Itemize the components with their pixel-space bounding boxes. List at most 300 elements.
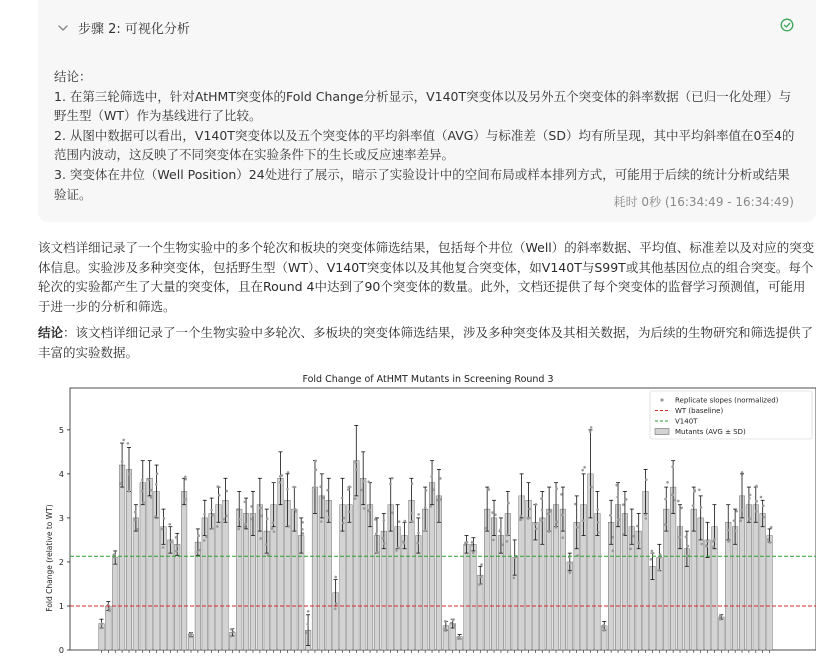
replicate-point bbox=[203, 539, 206, 542]
legend-v140t: V140T bbox=[675, 417, 698, 426]
replicate-point bbox=[527, 517, 530, 520]
replicate-point bbox=[625, 498, 628, 501]
replicate-point bbox=[273, 530, 276, 533]
replicate-point bbox=[560, 493, 563, 496]
replicate-point bbox=[583, 466, 586, 469]
replicate-point bbox=[671, 493, 674, 496]
chart-ylabel: Fold Change (relative to WT) bbox=[45, 504, 54, 612]
replicate-point bbox=[313, 486, 316, 489]
chart-container bbox=[38, 368, 816, 665]
replicate-point bbox=[225, 514, 228, 517]
conclusion-point-1: 1. 在第三轮筛选中，针对AtHMT突变体的Fold Change分析显示，V140T突变体以及另外五个突变体的斜率数据（已归一化处理）与野生型（WT）作为基线进行了比较。 bbox=[54, 88, 792, 124]
replicate-point bbox=[397, 546, 400, 549]
replicate-point bbox=[464, 543, 467, 546]
replicate-point bbox=[616, 496, 619, 499]
replicate-point bbox=[382, 537, 385, 540]
replicate-point bbox=[335, 602, 338, 605]
replicate-point bbox=[301, 528, 304, 531]
replicate-point bbox=[232, 631, 235, 634]
replicate-point bbox=[644, 514, 647, 517]
replicate-point bbox=[326, 489, 329, 492]
replicate-point bbox=[581, 469, 584, 472]
replicate-point bbox=[534, 523, 537, 526]
replicate-point bbox=[507, 502, 510, 505]
mutant-bar bbox=[753, 505, 759, 650]
replicate-point bbox=[492, 539, 495, 542]
y-tick-label: 5 bbox=[58, 425, 64, 435]
replicate-point bbox=[354, 461, 357, 464]
replicate-point bbox=[762, 504, 765, 507]
replicate-point bbox=[755, 510, 758, 513]
replicate-point bbox=[279, 481, 282, 484]
step-header[interactable] bbox=[56, 18, 190, 37]
replicate-point bbox=[535, 503, 538, 506]
replicate-point bbox=[597, 531, 600, 534]
replicate-point bbox=[237, 528, 240, 531]
replicate-point bbox=[632, 535, 635, 538]
replicate-point bbox=[650, 558, 653, 561]
replicate-point bbox=[622, 503, 625, 506]
replicate-point bbox=[700, 543, 703, 546]
replicate-point bbox=[287, 525, 290, 528]
replicate-point bbox=[128, 473, 131, 476]
replicate-point bbox=[506, 534, 509, 537]
mutant-bar bbox=[719, 617, 725, 650]
replicate-point bbox=[374, 518, 377, 521]
step-card bbox=[38, 0, 816, 222]
replicate-point bbox=[501, 543, 504, 546]
replicate-point bbox=[383, 542, 386, 545]
replicate-point bbox=[354, 497, 357, 500]
replicate-point bbox=[719, 615, 722, 618]
replicate-point bbox=[452, 619, 455, 622]
replicate-point bbox=[471, 541, 474, 544]
replicate-point bbox=[134, 518, 137, 521]
replicate-point bbox=[295, 510, 298, 513]
replicate-point bbox=[229, 635, 232, 638]
replicate-point bbox=[147, 478, 150, 481]
replicate-point bbox=[223, 518, 226, 521]
replicate-point bbox=[569, 562, 572, 565]
step-body bbox=[54, 67, 799, 204]
summary-paragraph: 该文档详细记录了一个生物实验中的多个轮次和板块的突变体筛选结果，包括每个井位（Well）的斜率数据、平均值、标准差以及对应的突变体信息。实验涉及多种突变体，包括野生型（WT）、V140T突变体以及其他复合突变体，如V140T与S99T或其他基因位点的组合突变。每个轮次的实验都产生了大量的突变体，且在Round 4中达到了90个突变体的数量。此外，文档还提供了每个突变体的监督学习预测值，可能用于进一步的分析和筛选。 bbox=[38, 240, 815, 314]
replicate-point bbox=[314, 460, 317, 463]
replicate-point bbox=[197, 534, 200, 537]
replicate-point bbox=[225, 490, 228, 493]
replicate-point bbox=[582, 519, 585, 522]
replicate-point bbox=[108, 609, 111, 612]
replicate-point bbox=[609, 514, 612, 517]
replicate-point bbox=[466, 541, 469, 544]
step-timing: 耗时 0秒 (16:34:49 - 16:34:49) bbox=[613, 195, 794, 209]
replicate-point bbox=[472, 552, 475, 555]
replicate-point bbox=[528, 508, 531, 511]
replicate-point bbox=[150, 489, 153, 492]
replicate-point bbox=[279, 475, 282, 478]
replicate-point bbox=[506, 540, 509, 543]
replicate-point bbox=[211, 527, 214, 530]
replicate-point bbox=[184, 476, 187, 479]
replicate-point bbox=[251, 513, 254, 516]
replicate-point bbox=[664, 523, 667, 526]
replicate-point bbox=[596, 508, 599, 511]
replicate-point bbox=[161, 528, 164, 531]
replicate-point bbox=[432, 488, 435, 491]
replicate-point bbox=[603, 629, 606, 632]
replicate-point bbox=[347, 488, 350, 491]
replicate-point bbox=[328, 516, 331, 519]
replicate-point bbox=[478, 583, 481, 586]
replicate-point bbox=[425, 489, 428, 492]
replicate-point bbox=[541, 509, 544, 512]
replicate-point bbox=[453, 624, 456, 627]
replicate-point bbox=[637, 541, 640, 544]
replicate-point bbox=[444, 620, 447, 623]
mutant-bar bbox=[181, 491, 187, 650]
replicate-point bbox=[548, 530, 551, 533]
replicate-point bbox=[749, 494, 752, 497]
replicate-point bbox=[611, 536, 614, 539]
summary-section bbox=[38, 238, 816, 370]
replicate-point bbox=[450, 622, 453, 625]
replicate-point bbox=[687, 545, 690, 548]
replicate-point bbox=[645, 478, 648, 481]
replicate-point bbox=[416, 542, 419, 545]
mutant-bar bbox=[471, 544, 477, 650]
replicate-point bbox=[411, 482, 414, 485]
replicate-point bbox=[367, 510, 370, 513]
replicate-point bbox=[590, 486, 593, 489]
replicate-point bbox=[301, 521, 304, 524]
y-tick-label: 2 bbox=[58, 557, 64, 567]
replicate-point bbox=[549, 510, 552, 513]
replicate-point bbox=[769, 541, 772, 544]
replicate-point bbox=[250, 518, 253, 521]
y-tick-label: 4 bbox=[58, 469, 64, 479]
mutant-bar bbox=[223, 500, 229, 650]
mutant-bar bbox=[161, 527, 167, 650]
replicate-point bbox=[127, 442, 130, 445]
mutant-bar bbox=[739, 496, 745, 650]
replicate-point bbox=[176, 544, 179, 547]
replicate-point bbox=[315, 469, 318, 472]
mutant-bar bbox=[106, 606, 112, 650]
replicate-point bbox=[163, 517, 166, 520]
replicate-point bbox=[513, 577, 516, 580]
replicate-point bbox=[763, 516, 766, 519]
mutant-bar bbox=[491, 518, 497, 650]
mutant-bar bbox=[209, 513, 215, 650]
replicate-point bbox=[230, 628, 233, 631]
replicate-point bbox=[100, 623, 103, 626]
replicate-point bbox=[755, 500, 758, 503]
replicate-point bbox=[266, 517, 269, 520]
mutant-bar bbox=[112, 558, 118, 650]
replicate-point bbox=[142, 501, 145, 504]
y-tick-label: 1 bbox=[58, 601, 64, 611]
replicate-point bbox=[154, 515, 157, 518]
replicate-point bbox=[589, 430, 592, 433]
mutant-bar bbox=[347, 505, 353, 650]
replicate-point bbox=[561, 536, 564, 539]
replicate-point bbox=[348, 511, 351, 514]
replicate-point bbox=[439, 477, 442, 480]
replicate-point bbox=[749, 517, 752, 520]
replicate-point bbox=[602, 624, 605, 627]
mutant-bar bbox=[767, 536, 773, 650]
replicate-point bbox=[760, 496, 763, 499]
conclusion-point-2: 2. 从图中数据可以看出，V140T突变体以及五个突变体的平均斜率值（AVG）与标准差（SD）均有所呈现，其中平均斜率值在0至4的范围内波动，这反映了不同突变体在实验条件下的生长或反应速率差异。 bbox=[54, 127, 795, 163]
replicate-point bbox=[439, 498, 442, 501]
replicate-point bbox=[650, 550, 653, 553]
replicate-point bbox=[436, 499, 439, 502]
y-tick-label: 0 bbox=[58, 646, 64, 655]
replicate-point bbox=[184, 498, 187, 501]
replicate-point bbox=[519, 519, 522, 522]
mutant-bar bbox=[195, 542, 201, 650]
replicate-point bbox=[535, 528, 538, 531]
replicate-point bbox=[417, 513, 420, 516]
mutant-bar bbox=[409, 500, 415, 650]
replicate-point bbox=[236, 508, 239, 511]
replicate-point bbox=[430, 475, 433, 478]
replicate-point bbox=[417, 532, 420, 535]
replicate-point bbox=[134, 511, 137, 514]
replicate-point bbox=[216, 525, 219, 528]
legend-replicates: Replicate slopes (normalized) bbox=[675, 396, 779, 405]
replicate-point bbox=[698, 488, 701, 491]
replicate-point bbox=[391, 477, 394, 480]
replicate-point bbox=[216, 485, 219, 488]
replicate-point bbox=[659, 553, 662, 556]
step-title: 步骤 2: 可视化分析 bbox=[78, 22, 190, 37]
mutant-bar bbox=[657, 558, 663, 650]
mutant-bar bbox=[477, 575, 483, 650]
conclusion-point-3: 3. 突变体在井位（Well Position）24处进行了展示，暗示了实验设计中的空间布局或样本排列方式，可能用于后续的统计分析或结果验证。 bbox=[54, 166, 790, 202]
replicate-point bbox=[644, 517, 647, 520]
replicate-point bbox=[128, 490, 131, 493]
replicate-point bbox=[175, 536, 178, 539]
replicate-point bbox=[250, 505, 253, 508]
replicate-point bbox=[734, 530, 737, 533]
replicate-point bbox=[141, 490, 144, 493]
replicate-point bbox=[326, 510, 329, 513]
replicate-point bbox=[376, 551, 379, 554]
replicate-point bbox=[680, 507, 683, 510]
mutant-bar bbox=[126, 469, 132, 650]
replicate-point bbox=[424, 506, 427, 509]
replicate-point bbox=[494, 513, 497, 516]
replicate-point bbox=[175, 550, 178, 553]
mutant-bar bbox=[243, 513, 249, 650]
replicate-point bbox=[480, 575, 483, 578]
replicate-point bbox=[342, 522, 345, 525]
replicate-point bbox=[156, 472, 159, 475]
replicate-point bbox=[636, 525, 639, 528]
summary-conclusion-label: 结论 bbox=[38, 325, 64, 341]
replicate-point bbox=[693, 489, 696, 492]
summary-conclusion-text: ：该文档详细记录了一个生物实验中多轮次、多板块的突变体筛选结果，涉及多种突变体及其相关数据，为后续的生物研究和筛选提供了丰富的实验数据。 bbox=[38, 325, 814, 360]
replicate-point bbox=[343, 517, 346, 520]
replicate-point bbox=[184, 478, 187, 481]
conclusion-title: 结论： bbox=[54, 69, 92, 84]
replicate-point bbox=[629, 548, 632, 551]
replicate-point bbox=[244, 523, 247, 526]
replicate-point bbox=[302, 532, 305, 535]
replicate-point bbox=[719, 618, 722, 621]
replicate-point bbox=[367, 480, 370, 483]
replicate-point bbox=[404, 520, 407, 523]
replicate-point bbox=[168, 523, 171, 526]
replicate-point bbox=[243, 526, 246, 529]
replicate-point bbox=[293, 486, 296, 489]
replicate-point bbox=[319, 485, 322, 488]
legend-swatch bbox=[655, 429, 669, 435]
replicate-point bbox=[685, 536, 688, 539]
replicate-point bbox=[727, 529, 730, 532]
replicate-point bbox=[196, 551, 199, 554]
replicate-point bbox=[287, 471, 290, 474]
replicate-point bbox=[547, 512, 550, 515]
fold-change-chart bbox=[38, 368, 816, 665]
replicate-point bbox=[389, 483, 392, 486]
replicate-point bbox=[259, 507, 262, 510]
replicate-point bbox=[362, 480, 365, 483]
mutant-bar bbox=[326, 500, 332, 650]
mutant-bar bbox=[533, 522, 539, 650]
replicate-point bbox=[590, 426, 593, 429]
replicate-point bbox=[555, 487, 558, 490]
legend-wt: WT (baseline) bbox=[675, 407, 724, 415]
replicate-point bbox=[673, 499, 676, 502]
replicate-point bbox=[741, 471, 744, 474]
replicate-point bbox=[748, 497, 751, 500]
legend-swatch bbox=[660, 398, 663, 401]
replicate-point bbox=[540, 519, 543, 522]
replicate-point bbox=[576, 526, 579, 529]
replicate-point bbox=[597, 521, 600, 524]
replicate-point bbox=[155, 483, 158, 486]
replicate-point bbox=[218, 494, 221, 497]
replicate-point bbox=[170, 541, 173, 544]
mutant-bar bbox=[174, 544, 180, 650]
replicate-point bbox=[561, 514, 564, 517]
replicate-point bbox=[306, 623, 309, 626]
replicate-point bbox=[363, 507, 366, 510]
replicate-point bbox=[705, 545, 708, 548]
replicate-point bbox=[666, 481, 669, 484]
replicate-point bbox=[540, 497, 543, 500]
replicate-point bbox=[198, 549, 201, 552]
mutant-bar bbox=[760, 513, 766, 650]
mutant-bar bbox=[133, 518, 139, 650]
replicate-point bbox=[108, 607, 111, 610]
replicate-point bbox=[141, 479, 144, 482]
replicate-point bbox=[383, 519, 386, 522]
replicate-point bbox=[355, 468, 358, 471]
replicate-point bbox=[203, 513, 206, 516]
replicate-point bbox=[555, 526, 558, 529]
replicate-point bbox=[294, 508, 297, 511]
replicate-point bbox=[713, 538, 716, 541]
mutant-bar bbox=[629, 527, 635, 650]
replicate-point bbox=[189, 634, 192, 637]
replicate-point bbox=[574, 503, 577, 506]
replicate-point bbox=[334, 607, 337, 610]
replicate-point bbox=[671, 465, 674, 468]
chart-title: Fold Change of AtHMT Mutants in Screening Round 3 bbox=[302, 374, 554, 385]
replicate-point bbox=[410, 512, 413, 515]
replicate-point bbox=[360, 489, 363, 492]
replicate-point bbox=[260, 515, 263, 518]
replicate-point bbox=[664, 498, 667, 501]
mutant-bar bbox=[464, 544, 470, 650]
replicate-point bbox=[677, 500, 680, 503]
replicate-point bbox=[615, 484, 618, 487]
replicate-point bbox=[569, 571, 572, 574]
replicate-point bbox=[712, 546, 715, 549]
replicate-point bbox=[444, 630, 447, 633]
replicate-point bbox=[411, 520, 414, 523]
replicate-point bbox=[395, 549, 398, 552]
mutant-bar bbox=[746, 505, 752, 650]
replicate-point bbox=[244, 501, 247, 504]
replicate-point bbox=[162, 546, 165, 549]
replicate-point bbox=[487, 488, 490, 491]
replicate-point bbox=[119, 482, 122, 485]
replicate-point bbox=[99, 627, 102, 630]
replicate-point bbox=[657, 569, 660, 572]
replicate-point bbox=[402, 540, 405, 543]
replicate-point bbox=[320, 520, 323, 523]
replicate-point bbox=[727, 540, 730, 543]
replicate-point bbox=[265, 543, 268, 546]
plot-area bbox=[59, 388, 816, 655]
legend-mutants: Mutants (AVG ± SD) bbox=[675, 428, 746, 436]
replicate-point bbox=[484, 527, 487, 530]
replicate-point bbox=[652, 552, 655, 555]
replicate-point bbox=[398, 520, 401, 523]
replicate-point bbox=[617, 518, 620, 521]
replicate-point bbox=[755, 485, 758, 488]
replicate-point bbox=[113, 553, 116, 556]
replicate-point bbox=[520, 515, 523, 518]
replicate-point bbox=[700, 506, 703, 509]
mutant-bar bbox=[732, 527, 738, 650]
replicate-point bbox=[423, 529, 426, 532]
replicate-point bbox=[305, 631, 308, 634]
replicate-point bbox=[491, 511, 494, 514]
replicate-point bbox=[611, 549, 614, 552]
replicate-point bbox=[341, 497, 344, 500]
replicate-point bbox=[733, 519, 736, 522]
replicate-point bbox=[692, 504, 695, 507]
replicate-point bbox=[210, 509, 213, 512]
replicate-point bbox=[770, 526, 773, 529]
replicate-point bbox=[498, 530, 501, 533]
replicate-point bbox=[150, 496, 153, 499]
mutant-bar bbox=[319, 496, 325, 650]
replicate-point bbox=[205, 535, 208, 538]
mutant-bar bbox=[402, 536, 408, 650]
replicate-point bbox=[391, 511, 394, 514]
replicate-point bbox=[739, 519, 742, 522]
chevron-down-icon[interactable] bbox=[56, 21, 70, 35]
replicate-point bbox=[348, 485, 351, 488]
summary-conclusion bbox=[38, 323, 816, 362]
replicate-point bbox=[121, 460, 124, 463]
replicate-point bbox=[470, 544, 473, 547]
